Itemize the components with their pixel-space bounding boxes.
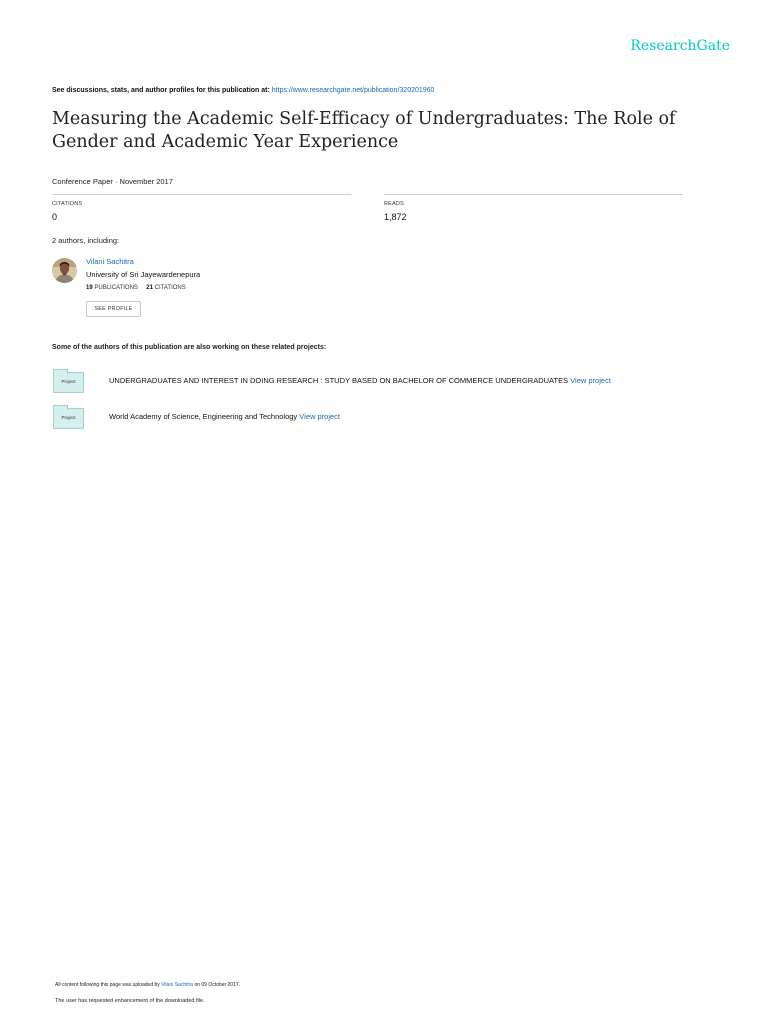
- project-item: [109, 376, 611, 385]
- see-profile-button[interactable]: SEE PROFILE: [86, 301, 141, 317]
- view-project-link[interactable]: View project: [570, 376, 611, 385]
- author-avatar[interactable]: [52, 258, 77, 283]
- author-publications-count: 19: [86, 285, 93, 291]
- project-icon-label: Project: [61, 415, 76, 420]
- upload-note: [55, 982, 240, 988]
- author-citations-label: CITATIONS: [154, 285, 186, 291]
- source-prefix: See discussions, stats, and author profiles for this publication at:: [52, 87, 270, 94]
- publication-title: Measuring the Academic Self-Efficacy of Undergraduates: The Role of Gender and Academic Year Experience: [52, 109, 676, 152]
- author-citations-count: 21: [146, 285, 153, 291]
- project-item: [109, 412, 340, 421]
- divider-reads: [384, 194, 683, 195]
- author-institution: University of Sri Jayewardenepura: [86, 270, 201, 279]
- upload-note-prefix: All content following this page was uploaded by: [55, 982, 160, 988]
- authors-heading: 2 authors, including:: [52, 236, 120, 245]
- upload-note-suffix: on 09 October 2017.: [194, 982, 241, 988]
- uploader-link[interactable]: Vilani Sachitra: [161, 982, 194, 988]
- project-folder-icon[interactable]: [53, 372, 84, 393]
- publication-source-line: [52, 87, 434, 94]
- researchgate-logo[interactable]: ResearchGate: [630, 38, 730, 54]
- view-project-link[interactable]: View project: [299, 412, 340, 421]
- project-title: World Academy of Science, Engineering and Technology: [109, 412, 298, 421]
- author-name-link[interactable]: Vilani Sachitra: [86, 257, 134, 266]
- citations-label: CITATIONS: [52, 201, 83, 207]
- publication-meta: Conference Paper · November 2017: [52, 177, 173, 186]
- divider-citations: [52, 194, 351, 195]
- author-publications-label: PUBLICATIONS: [94, 285, 138, 291]
- publication-url-link[interactable]: https://www.researchgate.net/publication/320201960: [271, 87, 435, 94]
- reads-value: 1,872: [384, 212, 407, 222]
- project-icon-label: Project: [61, 379, 76, 384]
- enhancement-note: The user has requested enhancement of the downloaded file.: [55, 998, 205, 1004]
- project-folder-icon[interactable]: [53, 408, 84, 429]
- author-stats: [86, 285, 186, 291]
- project-title: UNDERGRADUATES AND INTEREST IN DOING RESEARCH : STUDY BASED ON BACHELOR OF COMMERCE UNDERGRADUATES: [109, 376, 569, 385]
- reads-label: READS: [384, 201, 404, 207]
- related-projects-heading: Some of the authors of this publication are also working on these related projects:: [52, 344, 327, 351]
- citations-value: 0: [52, 212, 58, 222]
